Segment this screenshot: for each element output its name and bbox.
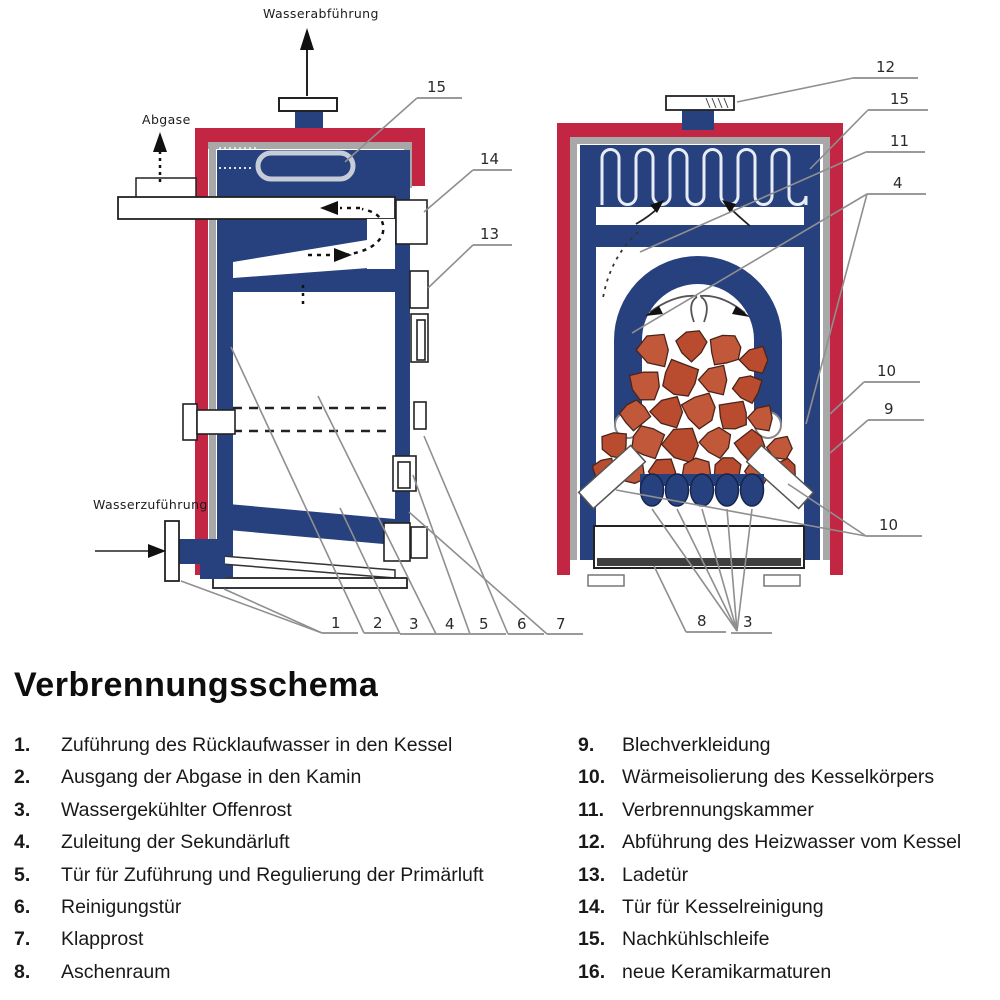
callout-5: 5 (479, 615, 489, 633)
legend-item-text: Wassergekühlter Offenrost (61, 798, 292, 821)
callout-15: 15 (427, 78, 447, 96)
legend-item-text: Verbrennungskammer (622, 798, 814, 821)
ceramic-stone (676, 331, 707, 362)
legend-item-text: Wärmeisolierung des Kesselkörpers (622, 766, 935, 789)
legend-item (14, 766, 564, 798)
legend-item-text: Ausgang der Abgase in den Kamin (61, 766, 362, 789)
cleaning-door-bottom-tab (411, 527, 427, 558)
legend-item (578, 766, 998, 798)
legend-item-number: 12. (578, 831, 606, 854)
callout-15: 15 (890, 90, 910, 108)
legend-item (14, 961, 564, 993)
legend-item (578, 896, 998, 928)
legend-item (578, 734, 998, 766)
side-flange (183, 404, 235, 440)
legend-item (14, 928, 564, 960)
callout-3: 3 (409, 615, 419, 633)
legend-item (578, 831, 998, 863)
ceramic-stone (650, 397, 683, 428)
legend-item-number: 5. (14, 863, 31, 886)
legend-item-number: 3. (14, 798, 31, 821)
legend-item-text: Zuleitung der Sekundärluft (61, 831, 290, 854)
chimney-connection-box (136, 178, 196, 198)
legend-item-number: 14. (578, 895, 606, 918)
left-boiler (93, 6, 583, 634)
legend-item (578, 928, 998, 960)
legend-item-number: 6. (14, 895, 31, 918)
legend-item-text: Tür für Zuführung und Regulierung der Primärluft (61, 863, 484, 886)
callout-9: 9 (884, 400, 894, 418)
legend-item (578, 961, 998, 993)
inlet-arrow-head (148, 544, 166, 558)
callout-8: 8 (697, 612, 707, 630)
legend-item (14, 831, 564, 863)
flue-gas-arrow-head (153, 132, 167, 152)
water-outlet-label: Wasserabführung (263, 6, 379, 21)
callout-6: 6 (517, 615, 527, 633)
ceramic-stone (662, 428, 699, 462)
legend-item-number: 11. (578, 798, 605, 821)
inlet-flange (165, 521, 179, 581)
legend-item (578, 864, 998, 896)
flue-gas-label: Abgase (142, 112, 191, 127)
legend-item-text: Zuführung des Rücklaufwasser in den Kessel (61, 734, 453, 756)
ceramic-stone (663, 360, 699, 397)
legend-item-number: 2. (14, 766, 31, 789)
legend-item-number: 15. (578, 928, 606, 951)
callout-10-lower: 10 (879, 516, 899, 534)
ceramic-stone (699, 365, 727, 394)
legend-item (14, 799, 564, 831)
chimney-stub (682, 108, 714, 130)
legend-right-column (578, 734, 998, 993)
legend-item-number: 8. (14, 960, 31, 983)
cleaning-door-top (396, 200, 427, 244)
callout-10-upper: 10 (877, 362, 897, 380)
ceramic-stone (710, 335, 740, 364)
legend-item-number: 9. (578, 734, 595, 756)
tilting-grate-plate (222, 556, 395, 578)
legend-item (14, 734, 564, 766)
right-boiler (557, 58, 928, 633)
side-box-inner (417, 320, 425, 360)
legend-item-text: Nachkühlschleife (622, 928, 770, 951)
swirl-arrows (650, 296, 745, 322)
legend-item-text: neue Keramikarmaturen (622, 960, 832, 983)
boiler-leg (588, 575, 624, 586)
callout-4: 4 (445, 615, 455, 633)
callout-12: 12 (876, 58, 896, 76)
loading-door (410, 271, 428, 308)
gas-gap (596, 207, 804, 225)
legend-item-number: 4. (14, 831, 31, 854)
combustion-chamber (233, 292, 395, 505)
ash-layer (597, 558, 801, 566)
water-outlet-arrow-head (300, 28, 314, 50)
callout-3: 3 (743, 613, 753, 631)
water-cooled-grate (640, 474, 764, 506)
flue-duct (118, 197, 395, 219)
callout-2: 2 (373, 614, 383, 632)
legend-item-number: 10. (578, 766, 606, 789)
legend-item-number: 7. (14, 928, 31, 951)
legend-item-number: 1. (14, 734, 31, 756)
legend-item-number: 16. (578, 960, 606, 983)
water-jacket-left (580, 247, 596, 560)
callout-13: 13 (480, 225, 500, 243)
legend-item-text: Abführung des Heizwasser vom Kessel (622, 831, 962, 854)
callout-4: 4 (893, 174, 903, 192)
water-jacket-top (580, 145, 820, 247)
ceramic-stone (719, 401, 746, 429)
ceramic-stone (682, 393, 716, 429)
legend-item-text: Reinigungstür (61, 895, 182, 918)
small-box (414, 402, 426, 429)
legend-left-column (14, 734, 564, 993)
ceramic-stone (739, 347, 768, 374)
boiler-leg (764, 575, 800, 586)
legend-item-text: Klapprost (61, 928, 144, 951)
legend-item (14, 864, 564, 896)
legend-section (0, 660, 1000, 1000)
primary-air-door-inner (398, 462, 410, 488)
legend-item-text: Aschenraum (61, 960, 171, 983)
chimney-flange (279, 98, 337, 111)
page-title: Verbrennungsschema (14, 666, 379, 704)
legend-item (14, 896, 564, 928)
legend-item-text: Ladetür (622, 863, 689, 886)
legend-item-text: Blechverkleidung (622, 734, 771, 756)
callout-14: 14 (480, 150, 500, 168)
ceramic-stone (748, 406, 773, 431)
legend-item-text: Tür für Kesselreinigung (622, 895, 824, 918)
callout-11: 11 (890, 132, 910, 150)
callout-1: 1 (331, 614, 341, 632)
legend-item (578, 799, 998, 831)
legend-item-number: 13. (578, 863, 606, 886)
callout-7: 7 (556, 615, 566, 633)
water-inlet-label: Wasserzuführung (93, 497, 208, 512)
ceramic-stone (699, 427, 730, 458)
